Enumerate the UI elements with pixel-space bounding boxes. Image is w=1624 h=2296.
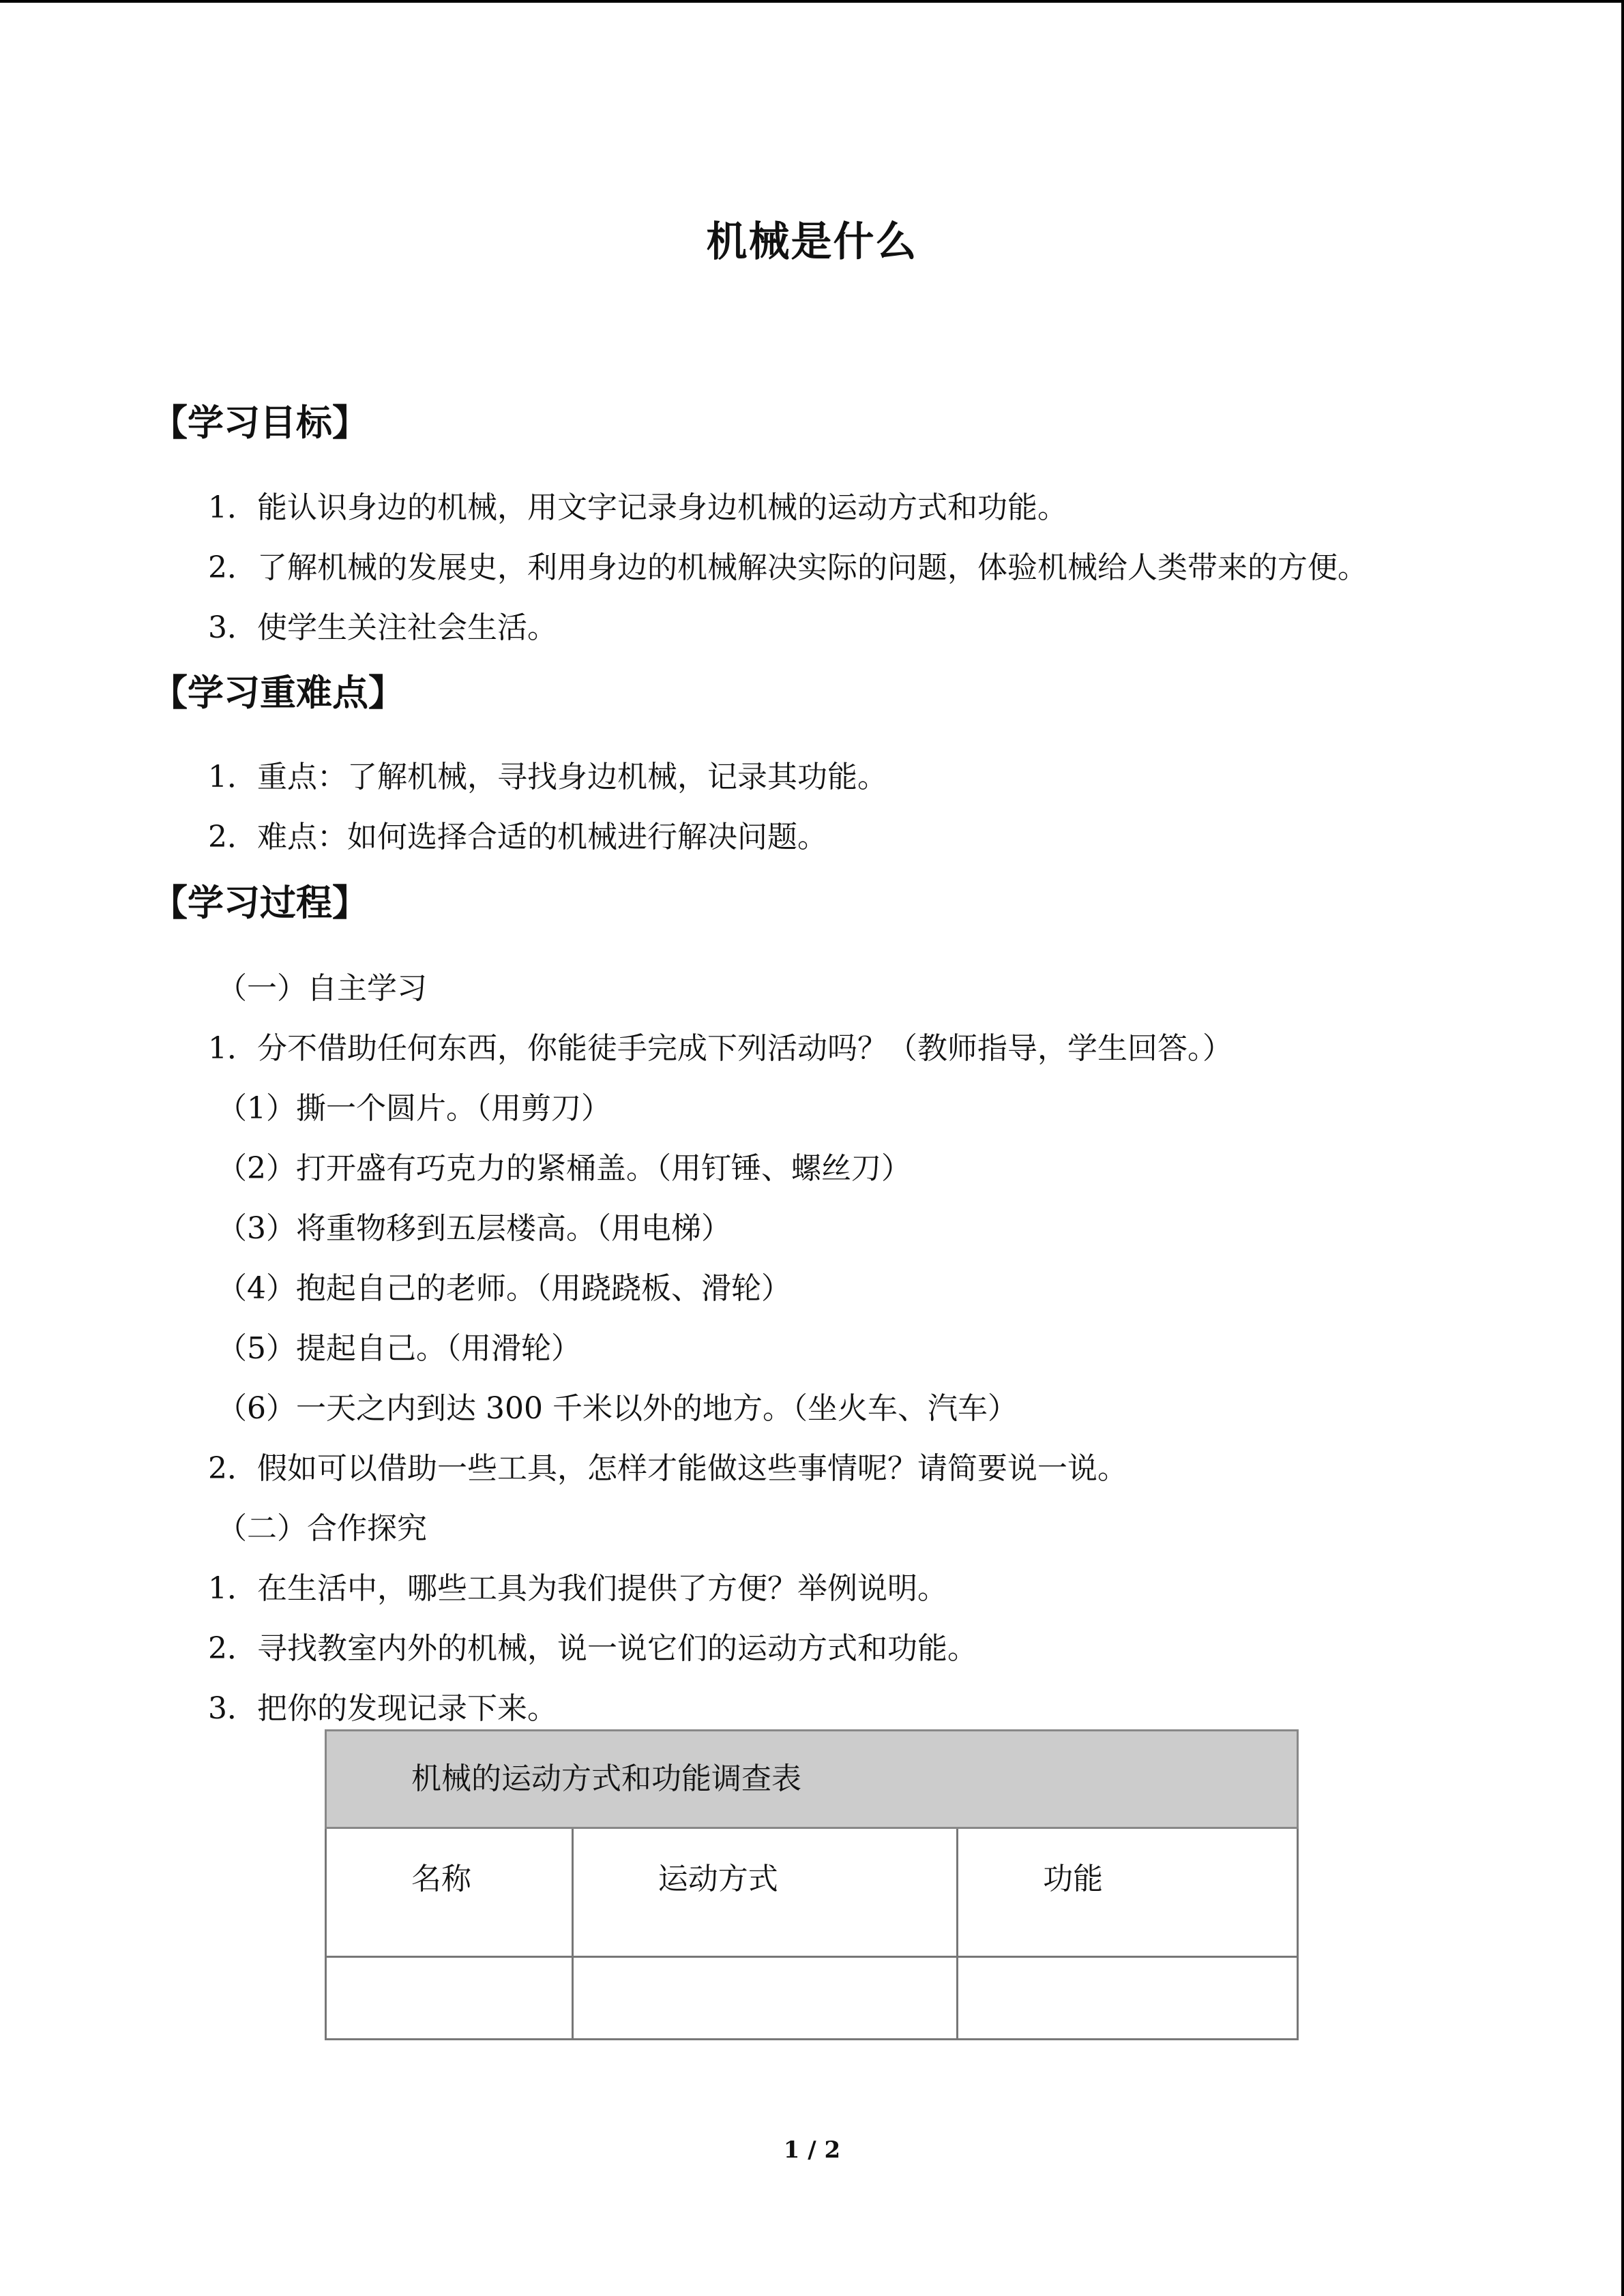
header-cell-name <box>326 1828 573 1957</box>
header-function-label: 功能 <box>1043 1862 1104 1896</box>
objective-item-1: 1．能认识身边的机械，用文字记录身边机械的运动方式和功能。 <box>208 490 1067 525</box>
question-1: 1．分不借助任何东西，你能徒手完成下列活动吗？（教师指导，学生回答。） <box>208 1031 1232 1066</box>
question-2: 2．假如可以借助一些工具，怎样才能做这些事情呢？请简要说一说。 <box>208 1451 1127 1486</box>
survey-table <box>325 1729 1299 2040</box>
page-number: 1 / 2 <box>783 2136 841 2164</box>
key-point-item-1: 1．重点：了解机械，寻找身边机械，记录其功能。 <box>208 760 887 794</box>
activity-item-5: （5）提起自己。（用滑轮） <box>217 1331 581 1366</box>
part1-title: （一）自主学习 <box>217 971 427 1006</box>
key-point-item-2: 2．难点：如何选择合适的机械进行解决问题。 <box>208 820 827 854</box>
header-name-label: 名称 <box>411 1862 471 1896</box>
header-cell-function <box>958 1828 1298 1957</box>
activity-item-1: （1）撕一个圆片。（用剪刀） <box>217 1091 611 1126</box>
part2-title: （二）合作探究 <box>217 1511 427 1546</box>
cell-function-empty[interactable] <box>958 1957 1298 2040</box>
table-header-row <box>326 1828 1298 1957</box>
page-right-border <box>1621 0 1624 2296</box>
coop-item-1: 1．在生活中，哪些工具为我们提供了方便？举例说明。 <box>208 1571 947 1606</box>
coop-item-2: 2．寻找教室内外的机械，说一说它们的运动方式和功能。 <box>208 1631 977 1666</box>
coop-item-3: 3．把你的发现记录下来。 <box>208 1691 557 1726</box>
activity-item-3: （3）将重物移到五层楼高。（用电梯） <box>217 1211 731 1246</box>
objective-item-2: 2．了解机械的发展史，利用身边的机械解决实际的问题，体验机械给人类带来的方便。 <box>208 550 1368 585</box>
page-title: 机械是什么 <box>706 218 918 266</box>
table-caption: 机械的运动方式和功能调查表 <box>326 1731 1298 1828</box>
cell-motion-empty[interactable] <box>572 1957 957 2040</box>
activity-item-2: （2）打开盛有巧克力的紧桶盖。（用钉锤、螺丝刀） <box>217 1151 911 1186</box>
table-caption-row <box>326 1731 1298 1828</box>
process-heading: 【学习过程】 <box>151 882 368 924</box>
page-top-border <box>0 0 1624 3</box>
header-cell-motion <box>572 1828 957 1957</box>
header-motion-label: 运动方式 <box>658 1862 778 1896</box>
activity-item-6: （6）一天之内到达 300 千米以外的地方。（坐火车、汽车） <box>217 1391 1018 1426</box>
activity-item-4: （4）抱起自己的老师。（用跷跷板、滑轮） <box>217 1271 791 1306</box>
objective-item-3: 3．使学生关注社会生活。 <box>208 610 557 645</box>
table-row <box>326 1957 1298 2040</box>
cell-name-empty[interactable] <box>326 1957 573 2040</box>
objectives-heading: 【学习目标】 <box>151 402 368 444</box>
key-points-heading: 【学习重难点】 <box>151 672 404 714</box>
